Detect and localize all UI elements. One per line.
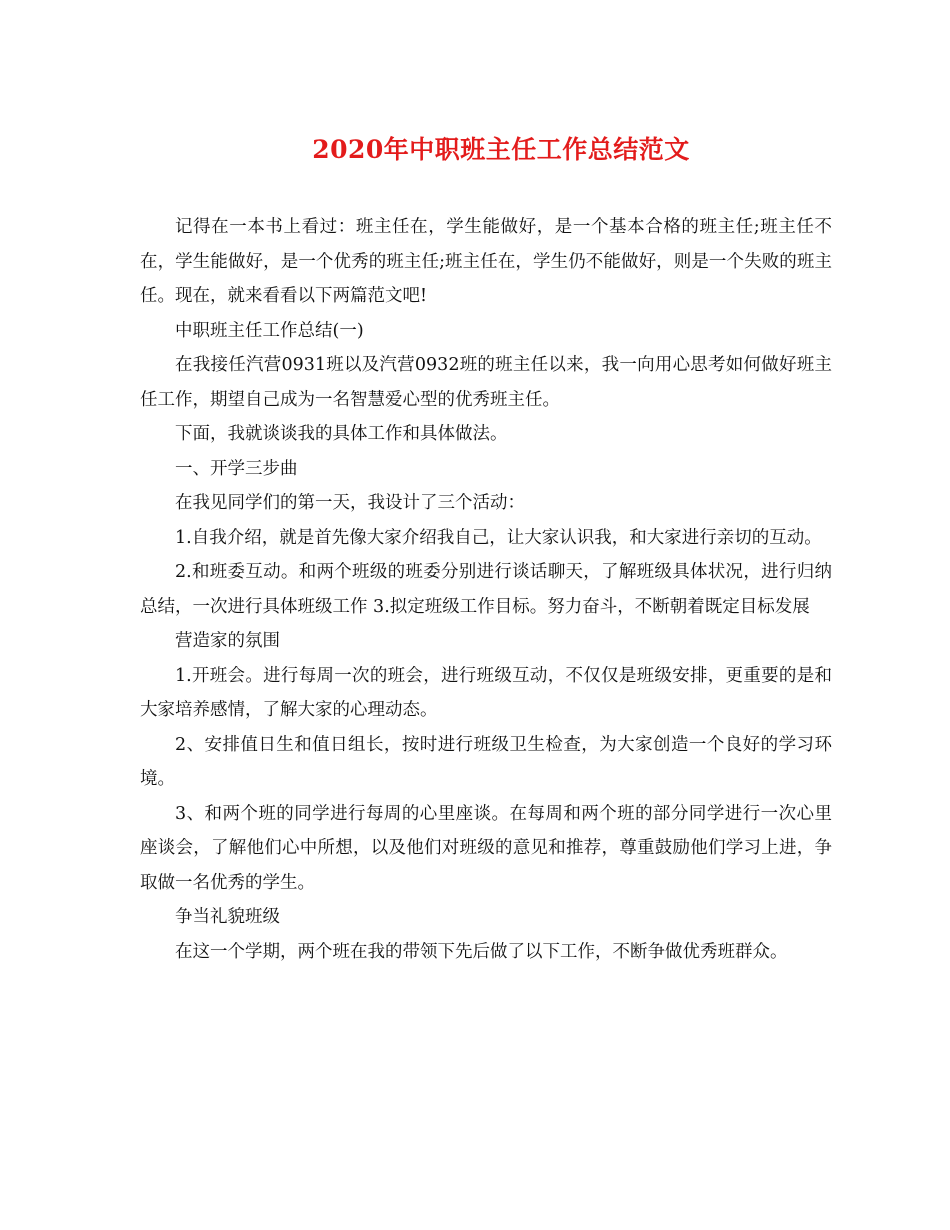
list-item: 1.开班会。进行每周一次的班会，进行班级互动，不仅仅是班级安排，更重要的是和大家培养感情，了解大家的心理动态。 bbox=[140, 665, 832, 720]
section-heading-summary-one: 中职班主任工作总结(一) bbox=[175, 320, 364, 341]
document-title: 2020年中职班主任工作总结范文 bbox=[312, 135, 690, 164]
list-item: 3、和两个班的同学进行每周的心里座谈。在每周和两个班的部分同学进行一次心里座谈会，了解他们心中所想，以及他们对班级的意见和推荐，尊重鼓励他们学习上进，争取做一名优秀的学生。 bbox=[140, 803, 832, 893]
document-body bbox=[140, 210, 832, 969]
section-heading: 争当礼貌班级 bbox=[175, 907, 280, 927]
section-heading: 一、开学三步曲 bbox=[175, 458, 298, 479]
list-item: 2、安排值日生和值日组长，按时进行班级卫生检查，为大家创造一个良好的学习环境。 bbox=[140, 734, 832, 789]
list-item: 1.自我介绍，就是首先像大家介绍我自己，让大家认识我，和大家进行亲切的互动。 bbox=[175, 527, 822, 548]
list-item: 2.和班委互动。和两个班级的班委分别进行谈话聊天，了解班级具体状况，进行归纳总结，一次进行具体班级工作 3.拟定班级工作目标。努力奋斗，不断朝着既定目标发展 bbox=[140, 562, 832, 617]
paragraph: 在我见同学们的第一天，我设计了三个活动： bbox=[175, 493, 525, 513]
paragraph-intro: 记得在一本书上看过：班主任在，学生能做好，是一个基本合格的班主任;班主任不在，学生能做好，是一个优秀的班主任;班主任在，学生仍不能做好，则是一个失败的班主任。现在，就来看看以下两篇范文吧! bbox=[140, 217, 832, 306]
paragraph: 在我接任汽营0931班以及汽营0932班的班主任以来，我一向用心思考如何做好班主任工作，期望自己成为一名智慧爱心型的优秀班主任。 bbox=[140, 355, 832, 410]
paragraph: 在这一个学期，两个班在我的带领下先后做了以下工作，不断争做优秀班群众。 bbox=[175, 941, 788, 962]
paragraph: 下面，我就谈谈我的具体工作和具体做法。 bbox=[175, 424, 508, 444]
section-heading: 营造家的氛围 bbox=[175, 631, 280, 651]
